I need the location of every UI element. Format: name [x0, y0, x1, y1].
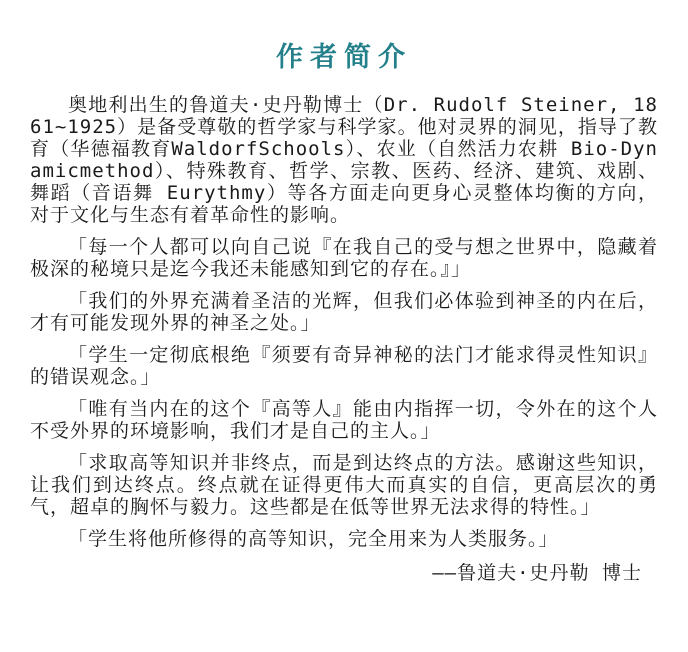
quote-paragraph-1: 「每一个人都可以向自己说『在我自己的受与想之世界中，隐藏着极深的秘境只是迄今我还未能感知到它的存在。』」	[30, 236, 658, 280]
intro-paragraph: 奥地利出生的鲁道夫·史丹勒博士（Dr. Rudolf Steiner, 1861~1925）是备受尊敬的哲学家与科学家。他对灵界的洞见，指导了教育（华德福教育WaldorfSchools）、农业（自然活力农耕 Bio-Dynamicmethod）、特殊教育、哲学、宗教、医药、经济、建筑、戏剧、舞蹈（音语舞 Eurythmy）等各方面走向更身心灵整体均衡的方向，对于文化与生态有着革命性的影响。	[30, 94, 658, 226]
quote-paragraph-3: 「学生一定彻底根绝『须要有奇异神秘的法门才能求得灵性知识』的错误观念。」	[30, 344, 658, 388]
quote-paragraph-2: 「我们的外界充满着圣洁的光辉，但我们必体验到神圣的内在后，才有可能发现外界的神圣之处。」	[30, 290, 658, 334]
quote-paragraph-6: 「学生将他所修得的高等知识，完全用来为人类服务。」	[68, 528, 559, 550]
quote-paragraph-4: 「唯有当内在的这个『高等人』能由内指挥一切，令外在的这个人不受外界的环境影响，我们才是自己的主人。」	[30, 398, 658, 442]
quote-paragraph-5: 「求取高等知识并非终点，而是到达终点的方法。感谢这些知识，让我们到达终点。终点就在证得更伟大而真实的自信，更高层次的勇气，超卓的胸怀与毅力。这些都是在低等世界无法求得的特性。」	[30, 452, 658, 518]
attribution: ——鲁道夫·史丹勒 博士	[432, 562, 642, 584]
page-title: 作者简介	[276, 42, 412, 73]
